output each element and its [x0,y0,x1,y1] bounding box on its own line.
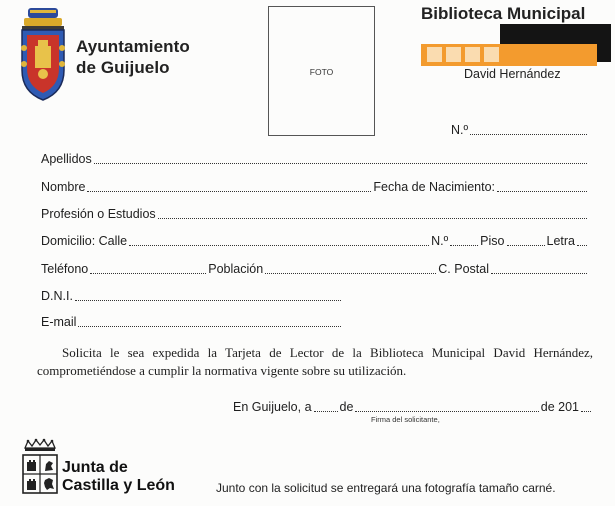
email-label: E-mail [41,315,77,329]
date-row [233,399,593,415]
nombre-field[interactable] [87,180,371,192]
poblacion-field[interactable] [265,262,436,274]
ayuntamiento-line2: de Guijuelo [76,58,170,77]
profesion-row [41,206,589,222]
request-text: Solicita le sea expedida la Tarjeta de Lector de la Biblioteca Municipal David Hernández, comprometiéndose a cumplir la normativa vigente sobre su utilización. [37,345,593,378]
library-logo-square [446,47,461,62]
junta-line2: Castilla y León [62,477,175,494]
date-place-label: En Guijuelo, a [233,400,312,414]
profesion-field[interactable] [158,207,587,219]
library-logo-square [465,47,480,62]
letra-field[interactable] [577,234,587,246]
library-logo-square [427,47,442,62]
library-title: Biblioteca Municipal [421,4,586,23]
photo-box [268,6,375,136]
email-row [41,314,343,330]
fecha-nacimiento-field[interactable] [497,180,587,192]
dni-label: D.N.I. [41,289,73,303]
apellidos-row [41,151,589,167]
library-name: David Hernández [464,67,561,81]
nombre-row [41,179,589,195]
numero-field[interactable] [450,234,478,246]
poblacion-label: Población [208,262,264,276]
cpostal-label: C. Postal [438,262,489,276]
email-field[interactable] [78,315,341,327]
crown-icon [23,438,57,452]
dni-row [41,288,343,304]
domicilio-field[interactable] [129,234,429,246]
year-field[interactable] [581,400,591,412]
piso-field[interactable] [507,234,545,246]
nombre-label: Nombre [41,180,86,194]
library-logo-square [484,47,499,62]
library-logo-black-tail [597,24,611,62]
piso-label: Piso [480,234,505,248]
library-logo-black-bar [500,24,611,44]
card-number-field[interactable] [470,123,587,135]
apellidos-label: Apellidos [41,152,92,166]
date-de2-label: de 201 [540,400,579,414]
junta-name [62,459,175,495]
date-de1-label: de [339,400,354,414]
apellidos-field[interactable] [94,152,587,164]
card-number-label: N.º [451,123,469,137]
dni-field[interactable] [75,289,341,301]
footer-note: Junto con la solicitud se entregará una fotografía tamaño carné. [216,481,556,495]
telefono-row [41,261,589,277]
day-field[interactable] [314,400,338,412]
photo-label: FOTO [309,67,334,77]
guijuelo-coat-of-arms-icon [18,8,68,104]
cpostal-field[interactable] [491,262,587,274]
junta-line1: Junta de [62,459,128,476]
telefono-label: Teléfono [41,262,89,276]
castle-lion-shield-icon [22,454,58,494]
domicilio-row [41,233,589,249]
fecha-nacimiento-label: Fecha de Nacimiento: [373,180,495,194]
signature-caption: Firma del solicitante, [371,415,440,424]
numero-label: N.º [431,234,449,248]
card-number-row [451,122,589,138]
ayuntamiento-line1: Ayuntamiento [76,37,190,56]
profesion-label: Profesión o Estudios [41,207,156,221]
ayuntamiento-name [76,36,190,78]
letra-label: Letra [546,234,575,248]
telefono-field[interactable] [90,262,206,274]
month-field[interactable] [355,400,538,412]
domicilio-label: Domicilio: Calle [41,234,128,248]
